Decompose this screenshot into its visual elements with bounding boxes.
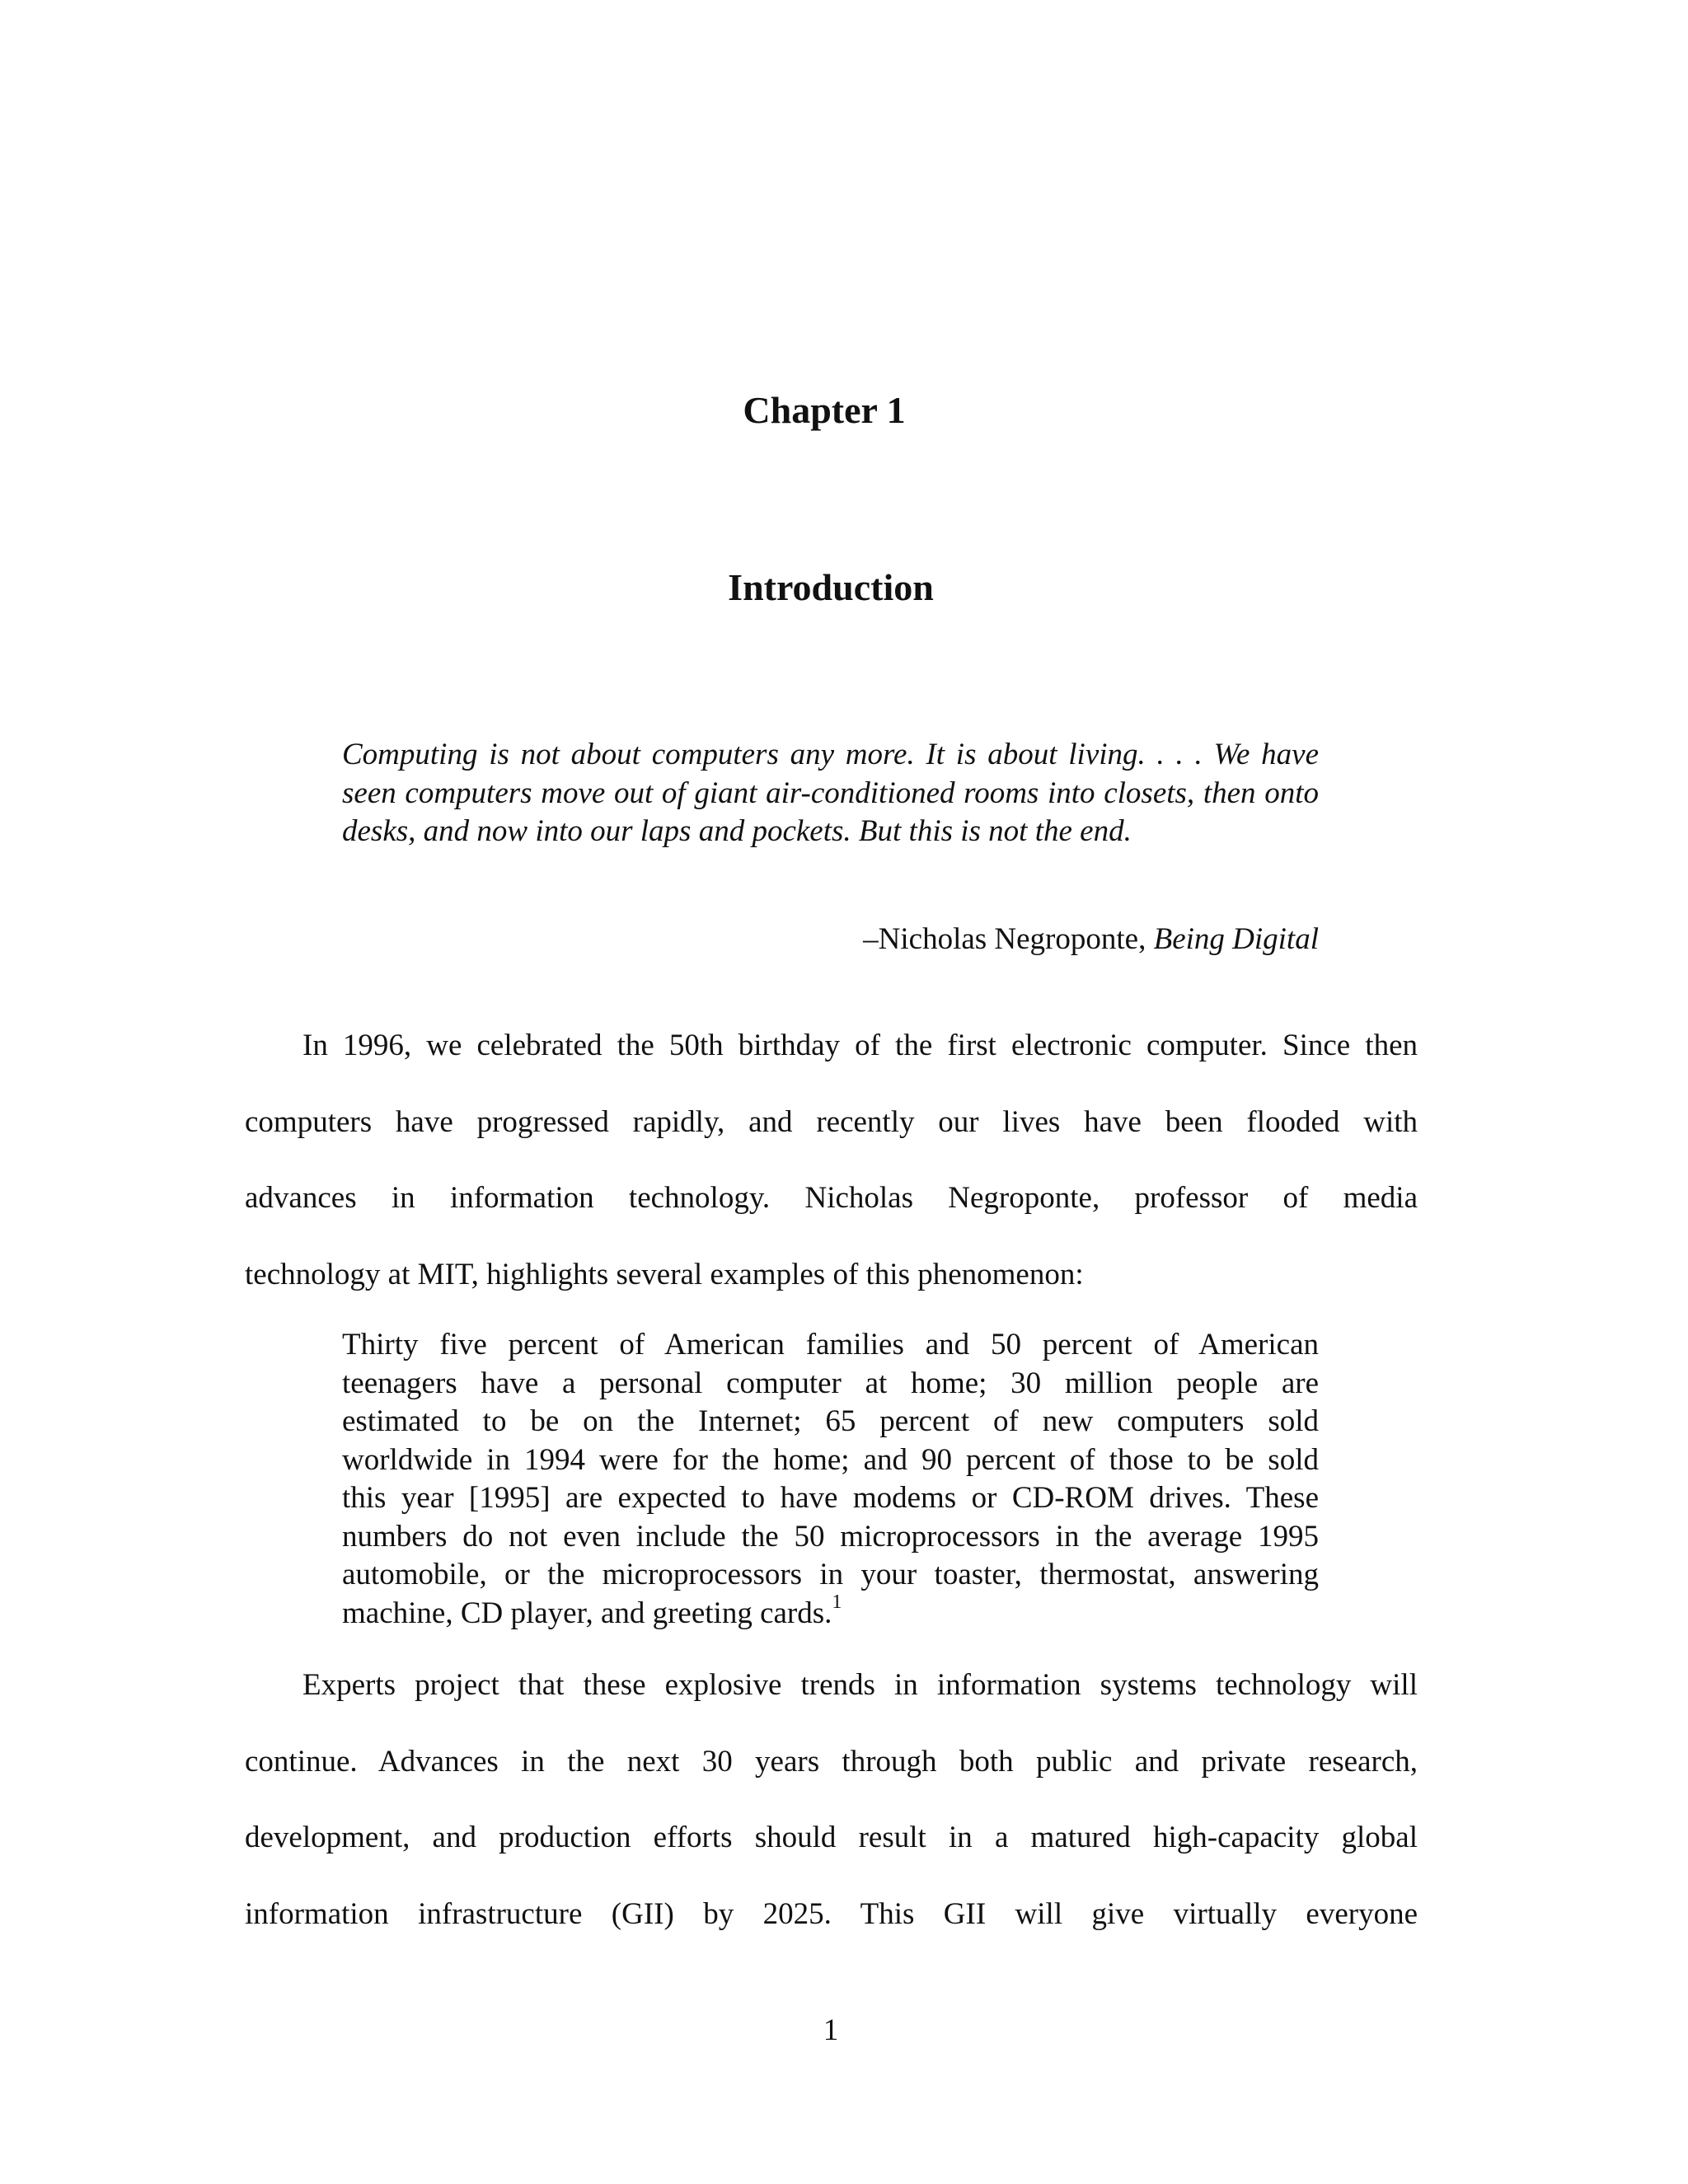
paragraph-line: computers have progressed rapidly, and recently our lives have been flooded with xyxy=(245,1104,1418,1139)
page-number: 1 xyxy=(823,2013,839,2047)
paragraph-line: information infrastructure (GII) by 2025. This GII will give virtually everyone xyxy=(245,1896,1418,1931)
epigraph-work-title: Being Digital xyxy=(1153,922,1319,956)
block-quote-line: automobile, or the microprocessors in your toaster, thermostat, answering xyxy=(342,1558,1319,1591)
footnote-marker[interactable]: 1 xyxy=(832,1591,842,1613)
block-quote-line: Thirty five percent of American families and 50 percent of American xyxy=(342,1328,1319,1361)
paragraph-one xyxy=(245,1008,1418,1313)
block-quote-line: estimated to be on the Internet; 65 percent of new computers sold xyxy=(342,1404,1319,1438)
paragraph-line: Experts project that these explosive trends in information systems technology will xyxy=(302,1668,1418,1702)
block-quote-line: worldwide in 1994 were for the home; and 90 percent of those to be sold xyxy=(342,1442,1319,1477)
block-quote-line: this year [1995] are expected to have modems or CD-ROM drives. These xyxy=(342,1481,1319,1515)
block-quote-last-line xyxy=(342,1591,1319,1633)
chapter-label: Chapter 1 xyxy=(743,389,906,431)
paragraph-line: development, and production efforts should result in a matured high-capacity global xyxy=(245,1821,1418,1854)
chapter-title: Introduction xyxy=(728,566,934,608)
epigraph-quote: Computing is not about computers any more. It is about living. . . . We have seen computers move out of giant air-conditioned rooms into closets, then onto desks, and now into our laps and pockets. But this is not the end. xyxy=(342,738,1319,848)
block-quote-line: machine, CD player, and greeting cards. xyxy=(342,1596,832,1630)
block-quote xyxy=(342,1326,1319,1633)
epigraph-attribution xyxy=(342,921,1319,958)
paragraph-line: In 1996, we celebrated the 50th birthday of the first electronic computer. Since then xyxy=(302,1029,1418,1062)
paragraph-two xyxy=(245,1647,1418,1952)
paragraph-line: continue. Advances in the next 30 years through both public and private research, xyxy=(245,1744,1418,1779)
block-quote-line: teenagers have a personal computer at home; 30 million people are xyxy=(342,1366,1319,1400)
paragraph-line: technology at MIT, highlights several examples of this phenomenon: xyxy=(245,1257,1084,1291)
epigraph-author: –Nicholas Negroponte, xyxy=(863,922,1146,956)
block-quote-line: numbers do not even include the 50 microprocessors in the average 1995 xyxy=(342,1519,1319,1554)
paragraph-line: advances in information technology. Nicholas Negroponte, professor of media xyxy=(245,1181,1418,1215)
